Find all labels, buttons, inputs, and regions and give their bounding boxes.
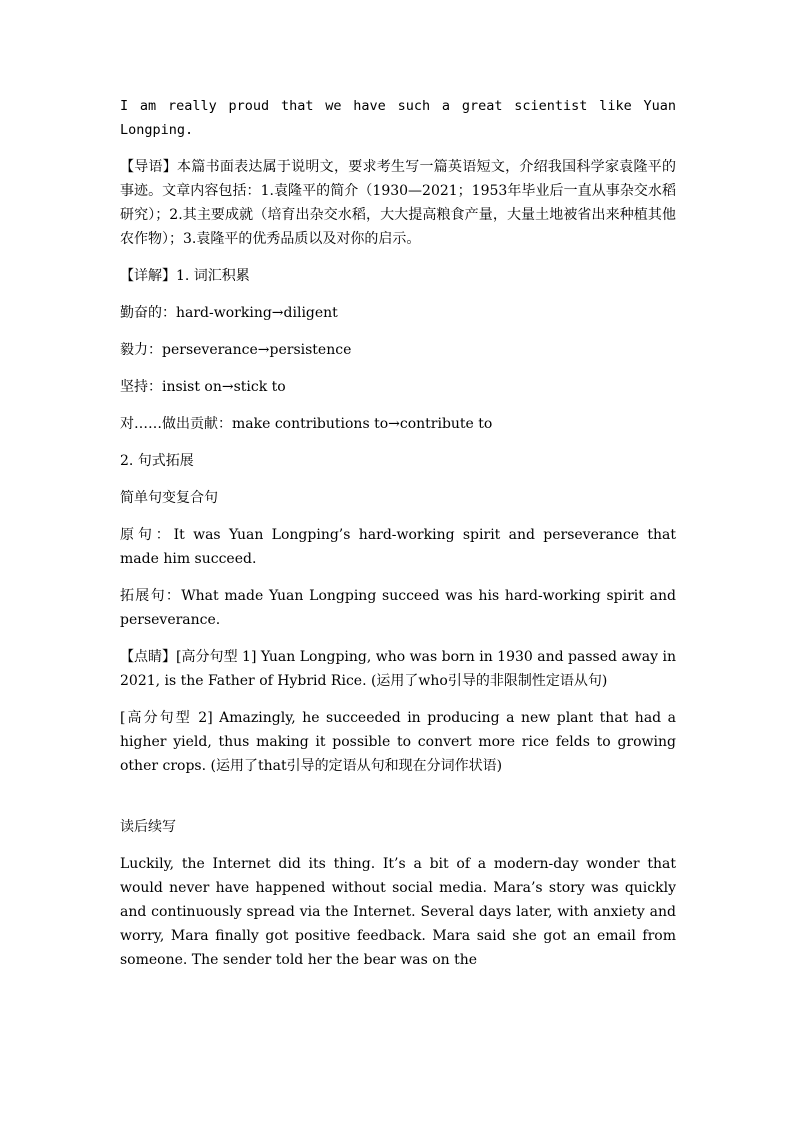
expanded-sentence: 拓展句：What made Yuan Longping succeed was his hard-working spirit and perseverance.	[120, 588, 676, 628]
original-sentence: 原句：It was Yuan Longping’s hard-working spirit and perseverance that made him succeed.	[120, 527, 676, 567]
continuation-writing-body: Luckily, the Internet did its thing. It’s a bit of a modern-day wonder that would never have happened without social media. Mara’s story was quickly and continuously spread via the Internet. Several days later, with anxiety and worry, Mara finally got positive feedback. Mara said she got an email from someone. The sender told her the bear was on the	[120, 856, 676, 968]
sentence-expansion-heading: 2. 句式拓展	[120, 453, 194, 469]
section-spacer	[120, 791, 676, 815]
document-page	[120, 94, 676, 985]
simple-to-complex-heading: 简单句变复合句	[120, 490, 218, 506]
vocab-item-stick-to: 坚持：insist on→stick to	[120, 379, 286, 395]
highlight-pattern-1: 【点睛】[高分句型 1] Yuan Longping, who was born in 1930 and passed away in 2021, is the Father of Hybrid Rice. (运用了who引导的非限制性定语从句)	[120, 649, 676, 689]
highlight-pattern-2: [高分句型 2] Amazingly, he succeeded in producing a new plant that had a higher yield, thus making it possible to convert more rice felds to growing other crops. (运用了that引导的定语从句和现在分词作状语)	[120, 710, 676, 774]
vocab-item-persistence: 毅力：perseverance→persistence	[120, 342, 352, 358]
continuation-writing-heading: 读后续写	[120, 819, 176, 835]
guide-paragraph: 【导语】本篇书面表达属于说明文，要求考生写一篇英语短文，介绍我国科学家袁隆平的事迹。文章内容包括：1.袁隆平的简介（1930—2021；1953年毕业后一直从事杂交水稻研究）；2.其主要成就（培育出杂交水稻，大大提高粮食产量，大量土地被省出来种植其他农作物）；3.袁隆平的优秀品质以及对你的启示。	[120, 159, 676, 247]
details-heading: 【详解】1. 词汇积累	[120, 268, 250, 284]
vocab-item-contribute: 对……做出贡献：make contributions to→contribute to	[120, 416, 493, 432]
vocab-item-diligent: 勤奋的：hard-working→diligent	[120, 305, 338, 321]
essay-closing-sentence: I am really proud that we have such a great scientist like Yuan Longping.	[120, 98, 676, 138]
